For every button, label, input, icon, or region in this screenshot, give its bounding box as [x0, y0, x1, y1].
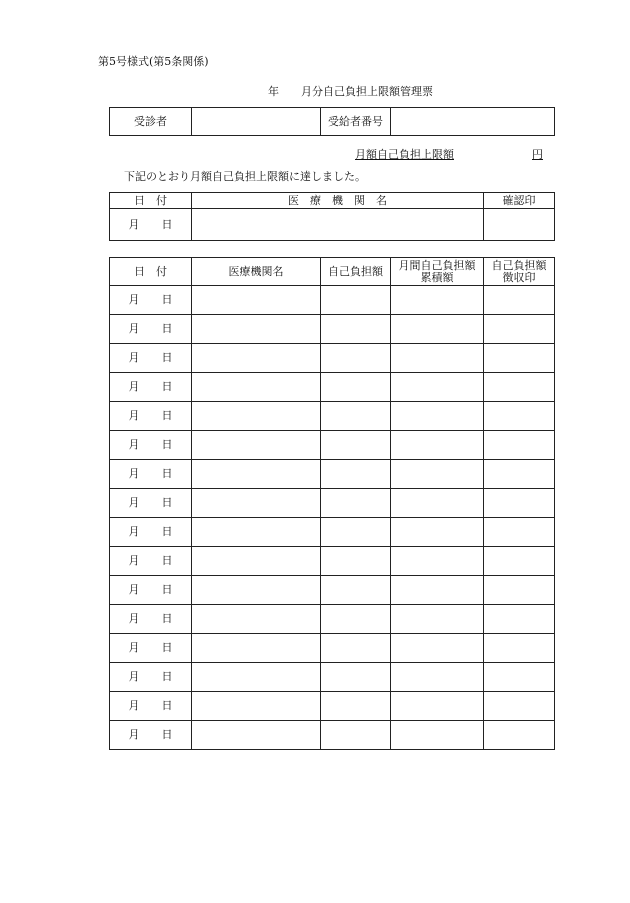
record-institution-cell[interactable]: [192, 634, 321, 663]
collected-header-line2: 徴収印: [502, 270, 536, 284]
record-collected-seal-cell[interactable]: [484, 489, 555, 518]
record-row: [110, 518, 555, 547]
patient-info-table: [109, 107, 555, 136]
record-row: [110, 692, 555, 721]
record-institution-cell[interactable]: [192, 489, 321, 518]
record-institution-cell[interactable]: [192, 547, 321, 576]
record-institution-cell[interactable]: [192, 576, 321, 605]
limit-reached-table: [109, 192, 555, 241]
record-copay-cell[interactable]: [321, 547, 391, 576]
record-collected-seal-cell[interactable]: [484, 634, 555, 663]
record-cumulative-cell[interactable]: [391, 344, 484, 373]
record-copay-cell[interactable]: [321, 518, 391, 547]
record-collected-seal-cell[interactable]: [484, 315, 555, 344]
record-institution-cell[interactable]: [192, 692, 321, 721]
monthly-limit-unit: 円: [532, 148, 543, 161]
record-institution-cell[interactable]: [192, 286, 321, 315]
record-date-cell[interactable]: 月 日: [110, 547, 192, 576]
record-collected-seal-cell[interactable]: [484, 460, 555, 489]
patient-label: 受診者: [110, 108, 192, 136]
monthly-limit-line: [355, 146, 543, 162]
recipient-number-field[interactable]: [391, 108, 555, 136]
record-cumulative-cell[interactable]: [391, 286, 484, 315]
record-collected-seal-cell[interactable]: [484, 547, 555, 576]
record-cumulative-cell[interactable]: [391, 489, 484, 518]
reach-date-header: 日 付: [110, 193, 192, 209]
record-cumulative-cell[interactable]: [391, 605, 484, 634]
cumulative-header-line2: 累積額: [420, 270, 454, 284]
record-institution-cell[interactable]: [192, 431, 321, 460]
copay-record-table: [109, 257, 555, 750]
record-row: [110, 489, 555, 518]
record-date-cell[interactable]: 月 日: [110, 373, 192, 402]
record-institution-cell[interactable]: [192, 344, 321, 373]
reach-institution-header: 医 療 機 関 名: [192, 193, 484, 209]
record-collected-seal-cell[interactable]: [484, 663, 555, 692]
record-date-cell[interactable]: 月 日: [110, 634, 192, 663]
record-collected-seal-cell[interactable]: [484, 286, 555, 315]
record-copay-cell[interactable]: [321, 286, 391, 315]
record-cumulative-cell[interactable]: [391, 460, 484, 489]
record-cumulative-cell[interactable]: [391, 721, 484, 750]
record-cumulative-cell[interactable]: [391, 315, 484, 344]
record-copay-header: 自己負担額: [321, 258, 391, 286]
record-cumulative-cell[interactable]: [391, 547, 484, 576]
record-copay-cell[interactable]: [321, 344, 391, 373]
patient-field[interactable]: [192, 108, 321, 136]
record-collected-header: [484, 258, 555, 286]
record-row: [110, 373, 555, 402]
record-row: [110, 547, 555, 576]
record-rows: [110, 286, 555, 750]
record-collected-seal-cell[interactable]: [484, 576, 555, 605]
record-date-cell[interactable]: 月 日: [110, 402, 192, 431]
record-cumulative-cell[interactable]: [391, 634, 484, 663]
record-date-cell[interactable]: 月 日: [110, 489, 192, 518]
record-copay-cell[interactable]: [321, 663, 391, 692]
limit-reached-notice: 下記のとおり月額自己負担上限額に達しました。: [124, 170, 366, 183]
record-row: [110, 576, 555, 605]
record-date-cell[interactable]: 月 日: [110, 692, 192, 721]
record-institution-header: 医療機関名: [192, 258, 321, 286]
record-copay-cell[interactable]: [321, 634, 391, 663]
record-copay-cell[interactable]: [321, 489, 391, 518]
record-collected-seal-cell[interactable]: [484, 518, 555, 547]
record-copay-cell[interactable]: [321, 721, 391, 750]
record-collected-seal-cell[interactable]: [484, 344, 555, 373]
record-institution-cell[interactable]: [192, 663, 321, 692]
record-institution-cell[interactable]: [192, 721, 321, 750]
record-date-cell[interactable]: 月 日: [110, 721, 192, 750]
record-date-cell[interactable]: 月 日: [110, 518, 192, 547]
record-collected-seal-cell[interactable]: [484, 605, 555, 634]
record-row: [110, 431, 555, 460]
record-institution-cell[interactable]: [192, 315, 321, 344]
record-cumulative-header: [391, 258, 484, 286]
record-date-cell[interactable]: 月 日: [110, 663, 192, 692]
record-cumulative-cell[interactable]: [391, 518, 484, 547]
record-date-cell[interactable]: 月 日: [110, 286, 192, 315]
form-number: 第5号様式(第5条関係): [98, 55, 209, 68]
record-collected-seal-cell[interactable]: [484, 431, 555, 460]
recipient-number-label: 受給者番号: [321, 108, 391, 136]
cumulative-header-line1: 月間自己負担額: [398, 258, 476, 272]
record-copay-cell[interactable]: [321, 402, 391, 431]
record-institution-cell[interactable]: [192, 518, 321, 547]
record-row: [110, 605, 555, 634]
record-cumulative-cell[interactable]: [391, 692, 484, 721]
record-copay-cell[interactable]: [321, 431, 391, 460]
record-row: [110, 315, 555, 344]
record-date-cell[interactable]: 月 日: [110, 431, 192, 460]
record-collected-seal-cell[interactable]: [484, 721, 555, 750]
record-collected-seal-cell[interactable]: [484, 373, 555, 402]
record-date-cell[interactable]: 月 日: [110, 315, 192, 344]
record-copay-cell[interactable]: [321, 605, 391, 634]
record-date-cell[interactable]: 月 日: [110, 605, 192, 634]
record-cumulative-cell[interactable]: [391, 431, 484, 460]
reach-seal-cell[interactable]: [484, 209, 555, 241]
record-copay-cell[interactable]: [321, 692, 391, 721]
reach-institution-cell[interactable]: [192, 209, 484, 241]
record-collected-seal-cell[interactable]: [484, 692, 555, 721]
record-row: [110, 634, 555, 663]
record-date-cell[interactable]: 月 日: [110, 460, 192, 489]
record-cumulative-cell[interactable]: [391, 402, 484, 431]
record-copay-cell[interactable]: [321, 576, 391, 605]
record-row: [110, 402, 555, 431]
reach-date-cell[interactable]: 月 日: [110, 209, 192, 241]
record-copay-cell[interactable]: [321, 315, 391, 344]
record-institution-cell[interactable]: [192, 402, 321, 431]
record-date-header: 日 付: [110, 258, 192, 286]
record-institution-cell[interactable]: [192, 373, 321, 402]
record-institution-cell[interactable]: [192, 605, 321, 634]
record-cumulative-cell[interactable]: [391, 663, 484, 692]
record-collected-seal-cell[interactable]: [484, 402, 555, 431]
record-row: [110, 460, 555, 489]
record-date-cell[interactable]: 月 日: [110, 576, 192, 605]
record-row: [110, 344, 555, 373]
record-cumulative-cell[interactable]: [391, 576, 484, 605]
record-row: [110, 721, 555, 750]
form-title: 年 月分自己負担上限額管理票: [268, 85, 433, 98]
monthly-limit-label: 月額自己負担上限額: [355, 148, 454, 161]
record-row: [110, 663, 555, 692]
record-row: [110, 286, 555, 315]
record-date-cell[interactable]: 月 日: [110, 344, 192, 373]
record-institution-cell[interactable]: [192, 460, 321, 489]
record-cumulative-cell[interactable]: [391, 373, 484, 402]
collected-header-line1: 自己負担額: [491, 258, 547, 272]
record-copay-cell[interactable]: [321, 460, 391, 489]
reach-seal-header: 確認印: [484, 193, 555, 209]
record-copay-cell[interactable]: [321, 373, 391, 402]
